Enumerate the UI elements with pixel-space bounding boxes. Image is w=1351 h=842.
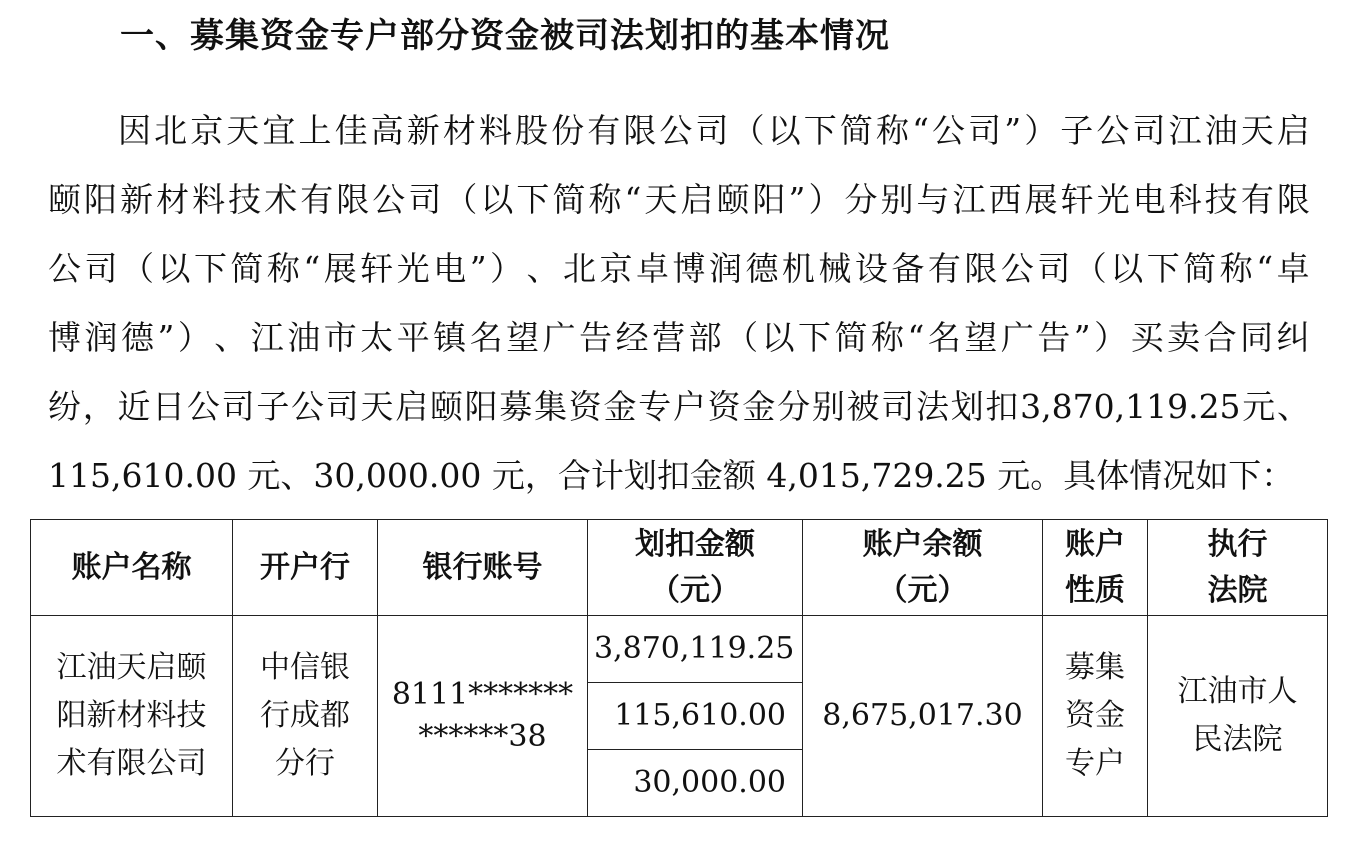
body-paragraph xyxy=(48,96,1310,510)
nature-line: 募集 xyxy=(1065,650,1125,685)
header-court-line2: 法院 xyxy=(1207,572,1268,608)
table-row xyxy=(31,616,1328,683)
court-line: 民法院 xyxy=(1192,722,1283,757)
bank-line: 分行 xyxy=(275,746,335,781)
paragraph-line: 纷 ， 近 日 公 司 子 公 司 天 启 颐 阳 募 集 资 金 专 户 资 金 分 别 被 司 法 划 扣 3,870,119.25 元 、 xyxy=(48,387,1310,426)
section-heading: 一、募集资金专户部分资金被司法划扣的基本情况 xyxy=(120,16,890,56)
paragraph-line: 公 司 （ 以 下 简 称 “ 展 轩 光 电 ” ） 、 北 京 卓 博 润 德 机 械 设 备 有 限 公 司 （ 以 下 简 称 “ 卓 xyxy=(48,249,1310,288)
cell-deducted-amount: 3,870,119.25 xyxy=(588,616,803,683)
nature-line: 资金 xyxy=(1065,698,1125,733)
paragraph-line: 颐 阳 新 材 料 技 术 有 限 公 司 （ 以 下 简 称 “ 天 启 颐 阳 ” ） 分 别 与 江 西 展 轩 光 电 科 技 有 限 xyxy=(48,180,1310,219)
header-account-name: 账户名称 xyxy=(31,520,233,616)
nature-line: 专户 xyxy=(1065,746,1125,781)
header-balance-line2: （元） xyxy=(877,572,968,608)
account-name-line: 术有限公司 xyxy=(56,746,207,781)
account-table xyxy=(30,519,1328,817)
header-balance xyxy=(803,520,1043,616)
header-nature-line1: 账户 xyxy=(1065,526,1125,562)
header-bank: 开户行 xyxy=(233,520,378,616)
account-name-line: 阳新材料技 xyxy=(56,698,207,733)
header-court-line1: 执行 xyxy=(1207,526,1268,562)
header-deducted-line2: （元） xyxy=(650,572,740,608)
cell-court xyxy=(1148,616,1328,817)
paragraph-line: 因 北 京 天 宜 上 佳 高 新 材 料 股 份 有 限 公 司 （ 以 下 简 称 “ 公 司 ” ） 子 公 司 江 油 天 启 xyxy=(118,111,1310,150)
court-line: 江油市人 xyxy=(1177,674,1298,709)
bank-line: 行成都 xyxy=(260,698,350,733)
header-court xyxy=(1148,520,1328,616)
cell-deducted-amount: 115,610.00 xyxy=(588,683,803,750)
cell-bank xyxy=(233,616,378,817)
cell-account-name xyxy=(31,616,233,817)
cell-deducted-amount: 30,000.00 xyxy=(588,750,803,817)
cell-nature xyxy=(1043,616,1148,817)
account-no-line: ******38 xyxy=(418,719,547,754)
paragraph-line: 博 润 德 ” ） 、 江 油 市 太 平 镇 名 望 广 告 经 营 部 （ 以 下 简 称 “ 名 望 广 告 ” ） 买 卖 合 同 纠 xyxy=(48,318,1310,357)
account-no-line: 8111******* xyxy=(391,677,574,712)
header-deducted-line1: 划扣金额 xyxy=(635,526,755,562)
header-nature-line2: 性质 xyxy=(1065,572,1125,608)
header-deducted-amount xyxy=(588,520,803,616)
header-account-no: 银行账号 xyxy=(378,520,588,616)
cell-balance: 8,675,017.30 xyxy=(803,616,1043,817)
paragraph-line: 115,610.00 元、30,000.00 元，合计划扣金额 4,015,729.25 元。具体情况如下： xyxy=(48,456,1295,495)
cell-account-no xyxy=(378,616,588,817)
table-header-row xyxy=(31,520,1328,616)
account-name-line: 江油天启颐 xyxy=(56,650,207,685)
bank-line: 中信银 xyxy=(260,650,350,685)
header-nature xyxy=(1043,520,1148,616)
header-balance-line1: 账户余额 xyxy=(862,526,983,562)
